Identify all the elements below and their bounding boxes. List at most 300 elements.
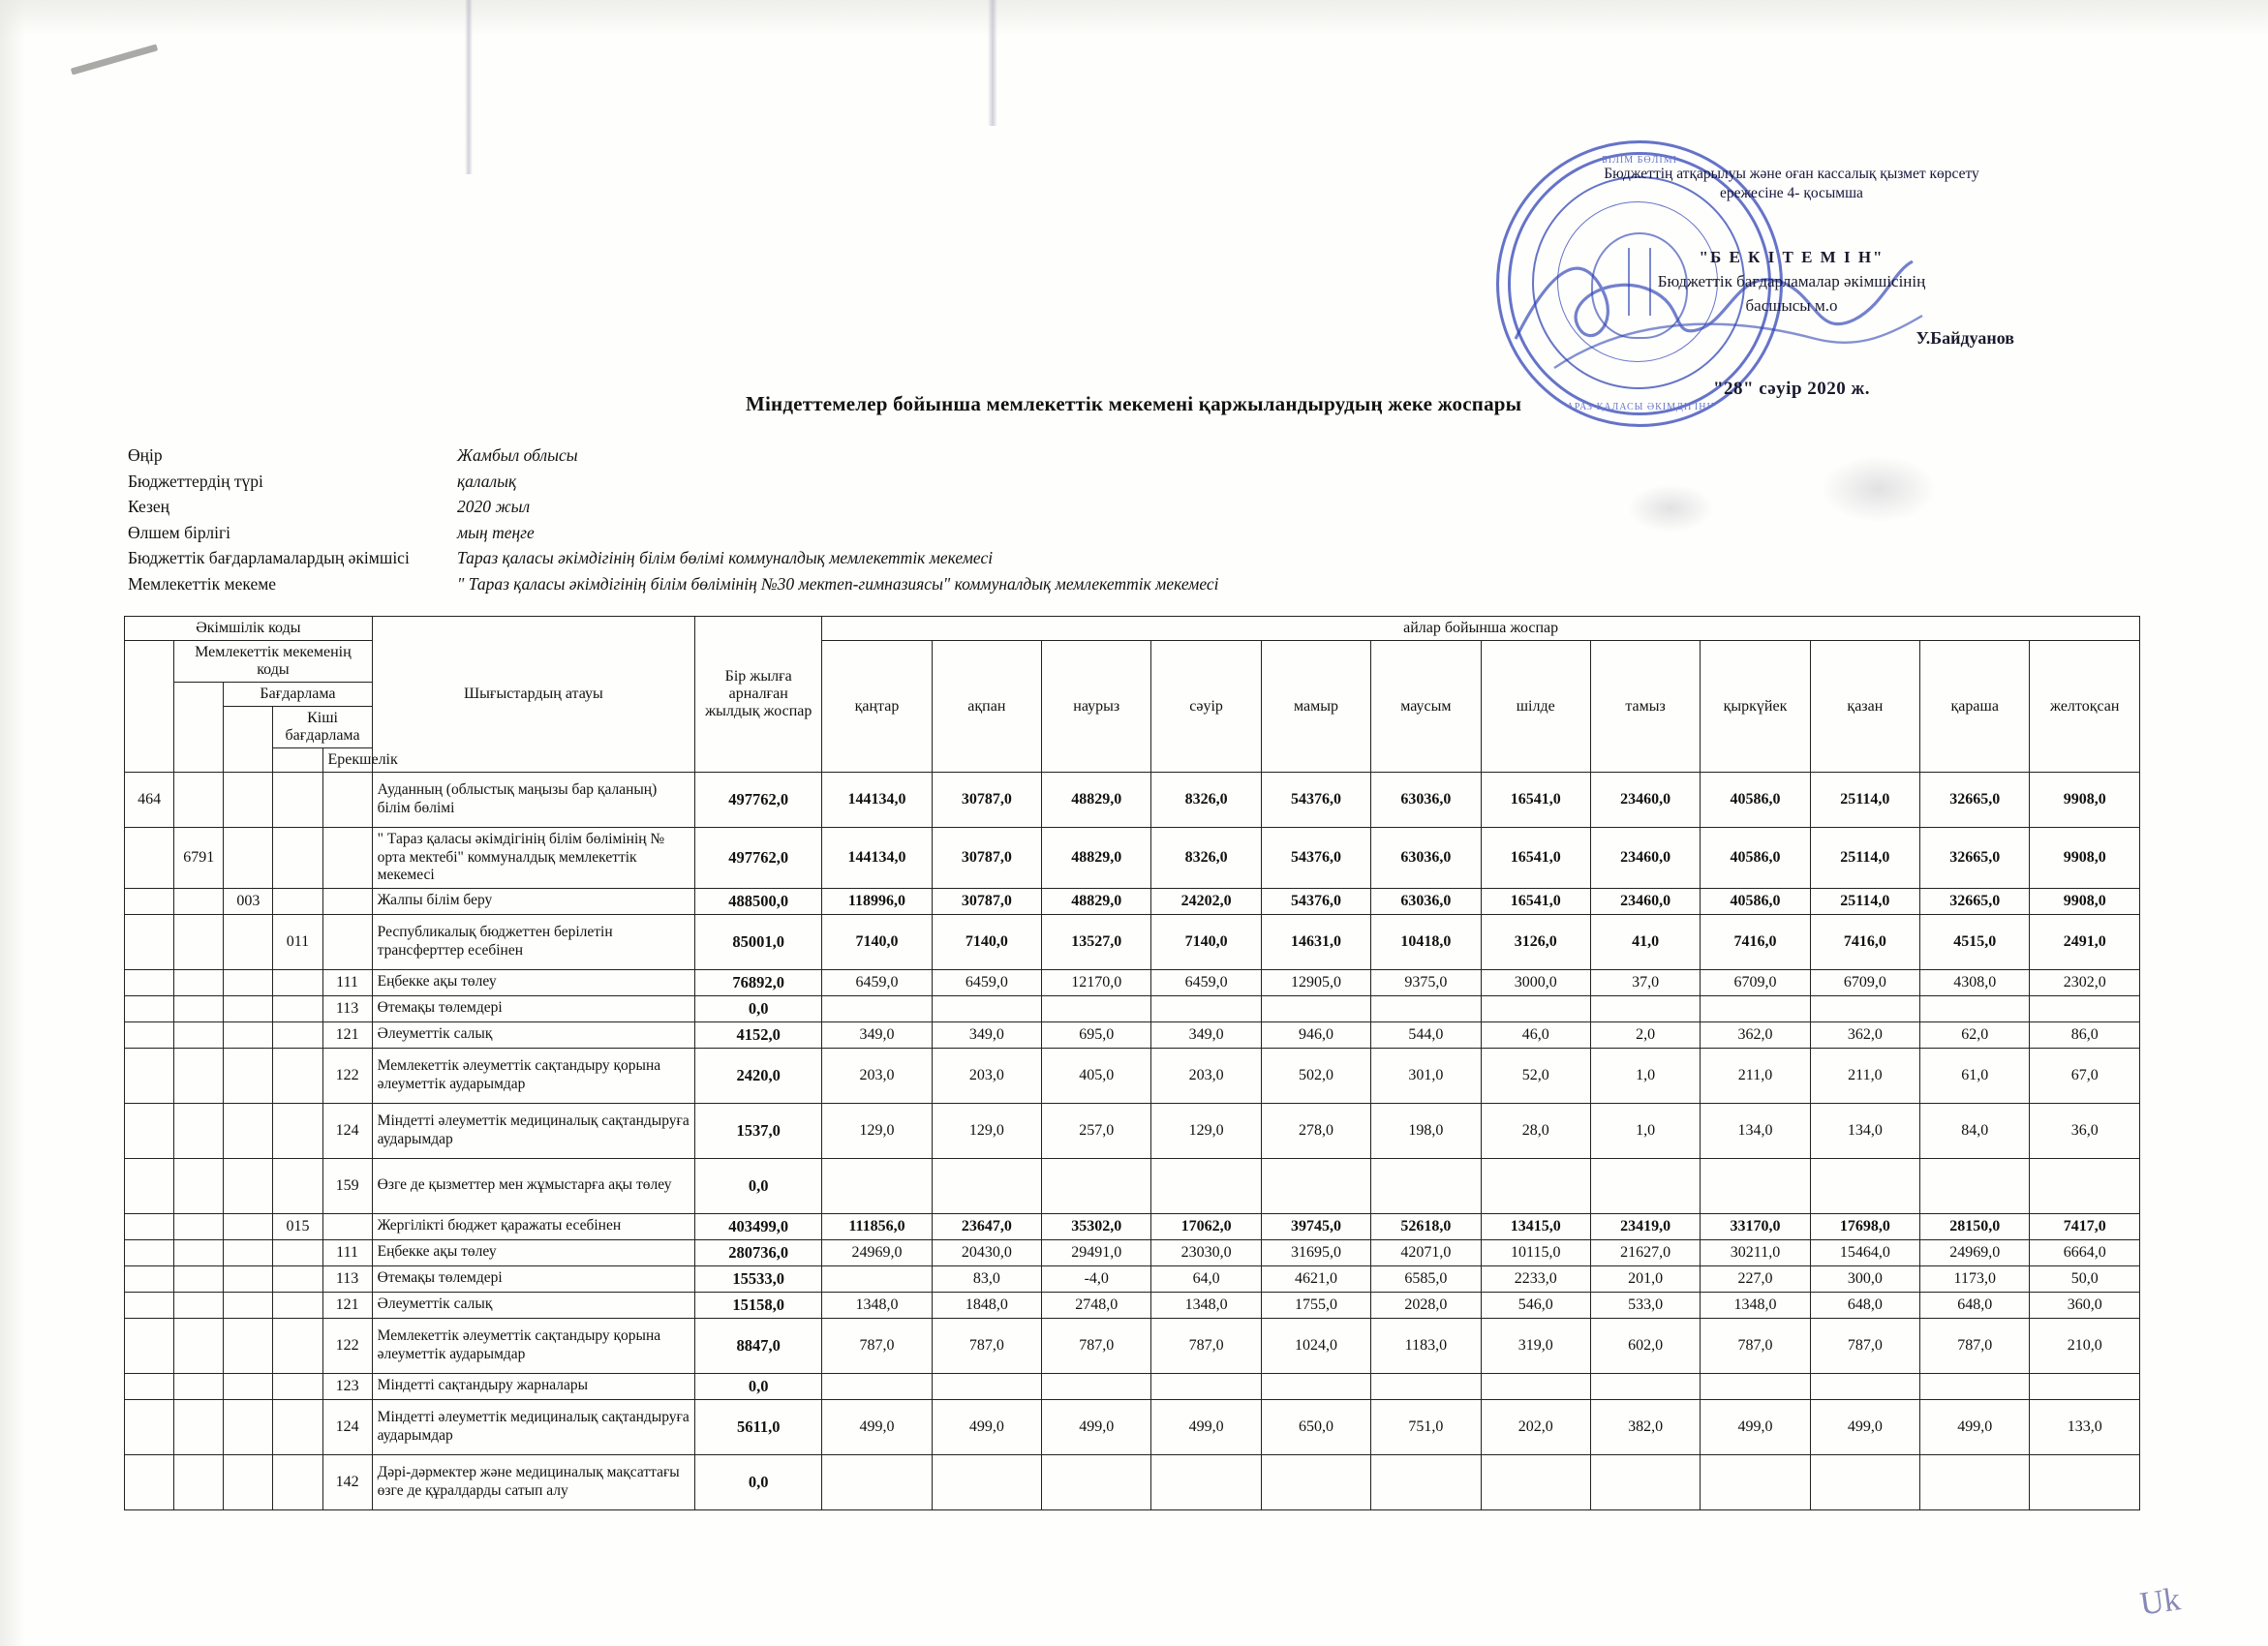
header-month-10: қазан bbox=[1810, 641, 1919, 773]
cell-code-5: 111 bbox=[322, 969, 372, 995]
cell-code-4 bbox=[273, 828, 322, 889]
cell-code-5: 124 bbox=[322, 1399, 372, 1454]
cell-month-11: 62,0 bbox=[1920, 1021, 2030, 1048]
header-month-9: қыркүйек bbox=[1701, 641, 1810, 773]
cell-annual-plan: 76892,0 bbox=[695, 969, 822, 995]
cell-month-5: 54376,0 bbox=[1261, 828, 1370, 889]
cell-month-2 bbox=[932, 1158, 1041, 1213]
cell-expense-name: " Тараз қаласы әкімдігінің білім бөлімінің № орта мектебі" коммуналдық мемлекеттік мекемесі bbox=[372, 828, 694, 889]
cell-code-1 bbox=[125, 1265, 174, 1292]
cell-month-9: 40586,0 bbox=[1701, 828, 1810, 889]
cell-code-1 bbox=[125, 1213, 174, 1239]
cell-month-5: 1024,0 bbox=[1261, 1318, 1370, 1373]
cell-month-6: 10418,0 bbox=[1371, 914, 1481, 969]
cell-month-9: 40586,0 bbox=[1701, 888, 1810, 914]
header-col-subprogram bbox=[273, 748, 322, 773]
meta-label-unit: Өлшем бірлігі bbox=[128, 522, 230, 542]
cell-month-12: 36,0 bbox=[2030, 1103, 2140, 1158]
cell-code-2 bbox=[174, 1158, 224, 1213]
header-month-8: тамыз bbox=[1590, 641, 1700, 773]
cell-annual-plan: 497762,0 bbox=[695, 773, 822, 828]
cell-month-5 bbox=[1261, 995, 1370, 1021]
cell-month-9: 362,0 bbox=[1701, 1021, 1810, 1048]
cell-month-6: 9375,0 bbox=[1371, 969, 1481, 995]
cell-code-1 bbox=[125, 1048, 174, 1103]
cell-month-5: 31695,0 bbox=[1261, 1239, 1370, 1265]
cell-month-10: 787,0 bbox=[1810, 1318, 1919, 1373]
cell-month-2: 23647,0 bbox=[932, 1213, 1041, 1239]
cell-code-1 bbox=[125, 914, 174, 969]
cell-month-3: 12170,0 bbox=[1042, 969, 1151, 995]
cell-month-5: 502,0 bbox=[1261, 1048, 1370, 1103]
cell-code-5 bbox=[322, 773, 372, 828]
table-row bbox=[125, 914, 2140, 969]
cell-month-2: 499,0 bbox=[932, 1399, 1041, 1454]
cell-code-1 bbox=[125, 1399, 174, 1454]
cell-code-5 bbox=[322, 1213, 372, 1239]
cell-code-1 bbox=[125, 888, 174, 914]
handwritten-pen-mark: Uk bbox=[2137, 1581, 2184, 1623]
cell-month-3 bbox=[1042, 1373, 1151, 1399]
cell-month-11: 787,0 bbox=[1920, 1318, 2030, 1373]
meta-value-region: Жамбыл облысы bbox=[457, 445, 578, 465]
meta-row-unit bbox=[128, 522, 1580, 542]
cell-code-2: 6791 bbox=[174, 828, 224, 889]
cell-month-11 bbox=[1920, 995, 2030, 1021]
cell-month-2: 1848,0 bbox=[932, 1292, 1041, 1318]
cell-month-10 bbox=[1810, 1454, 1919, 1509]
cell-month-4: 349,0 bbox=[1151, 1021, 1261, 1048]
stamp-text-top: БІЛІМ БӨЛІМІ bbox=[1602, 155, 1677, 166]
cell-code-4 bbox=[273, 1454, 322, 1509]
header-subprogram: Кіші бағдарлама bbox=[273, 707, 372, 748]
cell-code-2 bbox=[174, 969, 224, 995]
cell-month-9: 134,0 bbox=[1701, 1103, 1810, 1158]
header-month-5: мамыр bbox=[1261, 641, 1370, 773]
cell-month-5: 39745,0 bbox=[1261, 1213, 1370, 1239]
page-title: Міндеттемелер бойынша мемлекеттік мекемені қаржыландырудың жеке жоспары bbox=[746, 392, 1522, 415]
header-institution-code: Мемлекеттік мекеменің коды bbox=[174, 641, 373, 683]
table-row bbox=[125, 828, 2140, 889]
regulation-note-line-1: Бюджеттің атқарылуы және оған кассалық қызмет көрсету bbox=[1604, 166, 1979, 182]
cell-code-2 bbox=[174, 1292, 224, 1318]
cell-expense-name: Міндетті сақтандыру жарналары bbox=[372, 1373, 694, 1399]
header-month-4: сәуір bbox=[1151, 641, 1261, 773]
cell-month-11: 84,0 bbox=[1920, 1103, 2030, 1158]
header-month-1: қаңтар bbox=[822, 641, 932, 773]
cell-month-1: 129,0 bbox=[822, 1103, 932, 1158]
cell-month-6: 63036,0 bbox=[1371, 773, 1481, 828]
cell-month-9: 30211,0 bbox=[1701, 1239, 1810, 1265]
cell-month-2: 129,0 bbox=[932, 1103, 1041, 1158]
table-row bbox=[125, 1265, 2140, 1292]
header-expense-name: Шығыстардың атауы bbox=[372, 617, 694, 773]
cell-code-4 bbox=[273, 995, 322, 1021]
cell-month-8: 382,0 bbox=[1590, 1399, 1700, 1454]
cell-month-4: 24202,0 bbox=[1151, 888, 1261, 914]
cell-month-5: 650,0 bbox=[1261, 1399, 1370, 1454]
cell-code-2 bbox=[174, 914, 224, 969]
meta-value-institution: " Тараз қаласы әкімдігінің білім бөлімінің №30 мектеп-гимназиясы" коммуналдық мемлекеттік мекемесі bbox=[457, 573, 1219, 594]
cell-code-5: 122 bbox=[322, 1318, 372, 1373]
cell-month-9 bbox=[1701, 995, 1810, 1021]
cell-annual-plan: 8847,0 bbox=[695, 1318, 822, 1373]
cell-month-7: 3000,0 bbox=[1481, 969, 1590, 995]
cell-month-3: 29491,0 bbox=[1042, 1239, 1151, 1265]
cell-month-6: 42071,0 bbox=[1371, 1239, 1481, 1265]
cell-code-2 bbox=[174, 1048, 224, 1103]
cell-month-7 bbox=[1481, 1158, 1590, 1213]
cell-code-2 bbox=[174, 1454, 224, 1509]
cell-code-1 bbox=[125, 1318, 174, 1373]
cell-month-8: 21627,0 bbox=[1590, 1239, 1700, 1265]
cell-month-8: 23460,0 bbox=[1590, 828, 1700, 889]
cell-month-2 bbox=[932, 995, 1041, 1021]
cell-annual-plan: 15533,0 bbox=[695, 1265, 822, 1292]
cell-month-1: 6459,0 bbox=[822, 969, 932, 995]
cell-month-12: 7417,0 bbox=[2030, 1213, 2140, 1239]
cell-month-5: 278,0 bbox=[1261, 1103, 1370, 1158]
cell-month-10 bbox=[1810, 1158, 1919, 1213]
cell-code-1 bbox=[125, 1103, 174, 1158]
cell-code-4 bbox=[273, 1239, 322, 1265]
cell-month-11 bbox=[1920, 1373, 2030, 1399]
cell-annual-plan: 0,0 bbox=[695, 1373, 822, 1399]
table-row bbox=[125, 1158, 2140, 1213]
cell-month-4: 129,0 bbox=[1151, 1103, 1261, 1158]
cell-code-5: 121 bbox=[322, 1292, 372, 1318]
cell-month-7 bbox=[1481, 1373, 1590, 1399]
cell-code-4 bbox=[273, 1048, 322, 1103]
cell-code-2 bbox=[174, 1373, 224, 1399]
table-row bbox=[125, 1292, 2140, 1318]
cell-month-6: 301,0 bbox=[1371, 1048, 1481, 1103]
cell-month-4: 787,0 bbox=[1151, 1318, 1261, 1373]
cell-month-8 bbox=[1590, 1158, 1700, 1213]
table-row bbox=[125, 1239, 2140, 1265]
cell-month-4: 17062,0 bbox=[1151, 1213, 1261, 1239]
cell-month-7: 16541,0 bbox=[1481, 773, 1590, 828]
cell-expense-name: Әлеуметтік салық bbox=[372, 1292, 694, 1318]
cell-month-3: 48829,0 bbox=[1042, 773, 1151, 828]
cell-month-6: 2028,0 bbox=[1371, 1292, 1481, 1318]
cell-month-10: 6709,0 bbox=[1810, 969, 1919, 995]
cell-expense-name: Жалпы білім беру bbox=[372, 888, 694, 914]
cell-code-4: 011 bbox=[273, 914, 322, 969]
header-month-6: маусым bbox=[1371, 641, 1481, 773]
cell-annual-plan: 0,0 bbox=[695, 1454, 822, 1509]
paper-crease bbox=[988, 0, 997, 126]
header-monthly-plan: айлар бойынша жоспар bbox=[822, 617, 2140, 641]
cell-annual-plan: 280736,0 bbox=[695, 1239, 822, 1265]
cell-month-1: 144134,0 bbox=[822, 828, 932, 889]
table-row bbox=[125, 1103, 2140, 1158]
scan-edge-top bbox=[0, 0, 2268, 37]
cell-code-5 bbox=[322, 888, 372, 914]
cell-month-3: 48829,0 bbox=[1042, 828, 1151, 889]
table-row bbox=[125, 1048, 2140, 1103]
cell-month-1 bbox=[822, 995, 932, 1021]
cell-month-2 bbox=[932, 1454, 1041, 1509]
cell-month-10: 134,0 bbox=[1810, 1103, 1919, 1158]
cell-expense-name: Міндетті әлеуметтік медициналық сақтандыруға аударымдар bbox=[372, 1399, 694, 1454]
cell-month-3: 257,0 bbox=[1042, 1103, 1151, 1158]
cell-expense-name: Еңбекке ақы төлеу bbox=[372, 969, 694, 995]
cell-month-8: 37,0 bbox=[1590, 969, 1700, 995]
cell-month-9: 40586,0 bbox=[1701, 773, 1810, 828]
cell-month-10: 17698,0 bbox=[1810, 1213, 1919, 1239]
cell-month-1: 7140,0 bbox=[822, 914, 932, 969]
cell-expense-name: Дәрі-дәрмектер және медициналық мақсаттағы өзге де құралдарды сатып алу bbox=[372, 1454, 694, 1509]
cell-month-9: 499,0 bbox=[1701, 1399, 1810, 1454]
cell-month-2: 20430,0 bbox=[932, 1239, 1041, 1265]
table-row bbox=[125, 969, 2140, 995]
cell-month-4: 203,0 bbox=[1151, 1048, 1261, 1103]
cell-month-4: 8326,0 bbox=[1151, 828, 1261, 889]
cell-month-3: 48829,0 bbox=[1042, 888, 1151, 914]
cell-code-2 bbox=[174, 1213, 224, 1239]
cell-month-10: 25114,0 bbox=[1810, 773, 1919, 828]
finance-plan-table-wrapper bbox=[124, 616, 2140, 1510]
cell-code-3 bbox=[224, 1103, 273, 1158]
cell-code-1 bbox=[125, 969, 174, 995]
header-admin-code: Әкімшілік коды bbox=[125, 617, 373, 641]
cell-month-5: 1755,0 bbox=[1261, 1292, 1370, 1318]
cell-code-1 bbox=[125, 1454, 174, 1509]
cell-month-6: 544,0 bbox=[1371, 1021, 1481, 1048]
cell-month-7: 319,0 bbox=[1481, 1318, 1590, 1373]
cell-month-4 bbox=[1151, 1373, 1261, 1399]
cell-code-4 bbox=[273, 969, 322, 995]
cell-month-2: 787,0 bbox=[932, 1318, 1041, 1373]
cell-month-9 bbox=[1701, 1158, 1810, 1213]
cell-code-4 bbox=[273, 1265, 322, 1292]
approve-word: "Б Е К І Т Е М І Н" bbox=[1699, 248, 1885, 267]
cell-code-2 bbox=[174, 1103, 224, 1158]
cell-code-3 bbox=[224, 1265, 273, 1292]
cell-code-3 bbox=[224, 1239, 273, 1265]
cell-code-1 bbox=[125, 1021, 174, 1048]
cell-month-5: 54376,0 bbox=[1261, 888, 1370, 914]
cell-month-7: 28,0 bbox=[1481, 1103, 1590, 1158]
cell-month-4: 7140,0 bbox=[1151, 914, 1261, 969]
cell-month-9: 787,0 bbox=[1701, 1318, 1810, 1373]
cell-code-4 bbox=[273, 1292, 322, 1318]
cell-expense-name: Өтемақы төлемдері bbox=[372, 1265, 694, 1292]
meta-row-region bbox=[128, 447, 1580, 465]
cell-annual-plan: 1537,0 bbox=[695, 1103, 822, 1158]
cell-code-2 bbox=[174, 888, 224, 914]
meta-row-period bbox=[128, 499, 1580, 516]
cell-month-10: 300,0 bbox=[1810, 1265, 1919, 1292]
cell-month-9: 7416,0 bbox=[1701, 914, 1810, 969]
cell-month-7: 16541,0 bbox=[1481, 828, 1590, 889]
cell-month-7: 2233,0 bbox=[1481, 1265, 1590, 1292]
scan-smudge bbox=[1821, 455, 1937, 523]
cell-month-10: 7416,0 bbox=[1810, 914, 1919, 969]
cell-month-6: 6585,0 bbox=[1371, 1265, 1481, 1292]
cell-expense-name: Еңбекке ақы төлеу bbox=[372, 1239, 694, 1265]
cell-month-4 bbox=[1151, 1158, 1261, 1213]
cell-code-3 bbox=[224, 1158, 273, 1213]
cell-month-6: 198,0 bbox=[1371, 1103, 1481, 1158]
cell-month-8: 533,0 bbox=[1590, 1292, 1700, 1318]
cell-month-8 bbox=[1590, 1373, 1700, 1399]
cell-month-7: 202,0 bbox=[1481, 1399, 1590, 1454]
cell-month-7: 3126,0 bbox=[1481, 914, 1590, 969]
cell-expense-name: Мемлекеттік әлеуметтік сақтандыру қорына әлеуметтік аударымдар bbox=[372, 1318, 694, 1373]
header-month-12: желтоқсан bbox=[2030, 641, 2140, 773]
header-col-program bbox=[224, 707, 273, 773]
cell-month-1 bbox=[822, 1454, 932, 1509]
cell-code-3 bbox=[224, 1399, 273, 1454]
finance-plan-table bbox=[124, 616, 2140, 1510]
cell-month-6 bbox=[1371, 1454, 1481, 1509]
cell-code-5: 122 bbox=[322, 1048, 372, 1103]
approver-name: У.Байдуанов bbox=[1916, 328, 2014, 349]
meta-value-period: 2020 жыл bbox=[457, 497, 531, 516]
cell-month-8: 23460,0 bbox=[1590, 888, 1700, 914]
cell-code-5: 111 bbox=[322, 1239, 372, 1265]
table-row bbox=[125, 1399, 2140, 1454]
cell-code-4 bbox=[273, 1021, 322, 1048]
cell-code-2 bbox=[174, 1239, 224, 1265]
cell-month-3: 13527,0 bbox=[1042, 914, 1151, 969]
cell-month-3: 405,0 bbox=[1042, 1048, 1151, 1103]
cell-month-4: 23030,0 bbox=[1151, 1239, 1261, 1265]
cell-code-4: 015 bbox=[273, 1213, 322, 1239]
cell-annual-plan: 15158,0 bbox=[695, 1292, 822, 1318]
header-month-11: қараша bbox=[1920, 641, 2030, 773]
cell-month-1: 203,0 bbox=[822, 1048, 932, 1103]
cell-code-5: 142 bbox=[322, 1454, 372, 1509]
cell-month-6: 63036,0 bbox=[1371, 888, 1481, 914]
cell-code-3 bbox=[224, 1318, 273, 1373]
cell-code-2 bbox=[174, 773, 224, 828]
cell-month-10: 211,0 bbox=[1810, 1048, 1919, 1103]
meta-label-administrator: Бюджеттік бағдарламалардың әкімшісі bbox=[128, 548, 410, 567]
cell-code-5 bbox=[322, 914, 372, 969]
cell-code-5: 113 bbox=[322, 1265, 372, 1292]
meta-value-budget-type: қалалық bbox=[457, 471, 517, 491]
cell-month-12: 9908,0 bbox=[2030, 773, 2140, 828]
approval-block bbox=[1540, 165, 2043, 403]
cell-month-11: 24969,0 bbox=[1920, 1239, 2030, 1265]
cell-month-1 bbox=[822, 1158, 932, 1213]
cell-code-5: 159 bbox=[322, 1158, 372, 1213]
cell-month-5: 14631,0 bbox=[1261, 914, 1370, 969]
cell-month-11 bbox=[1920, 1158, 2030, 1213]
header-month-7: шілде bbox=[1481, 641, 1590, 773]
cell-month-4 bbox=[1151, 995, 1261, 1021]
cell-code-3 bbox=[224, 995, 273, 1021]
cell-month-11: 4308,0 bbox=[1920, 969, 2030, 995]
staple-mark bbox=[71, 44, 158, 75]
meta-value-unit: мың теңге bbox=[457, 522, 535, 542]
cell-expense-name: Міндетті әлеуметтік медициналық сақтандыруға аударымдар bbox=[372, 1103, 694, 1158]
cell-code-3 bbox=[224, 969, 273, 995]
regulation-note-line-2: ережесіне 4- қосымша bbox=[1720, 185, 1863, 202]
cell-expense-name: Ауданның (облыстық маңызы бар қаланың) білім бөлімі bbox=[372, 773, 694, 828]
header-month-3: наурыз bbox=[1042, 641, 1151, 773]
meta-row-institution bbox=[128, 573, 1580, 594]
cell-month-2: 30787,0 bbox=[932, 888, 1041, 914]
cell-month-10: 25114,0 bbox=[1810, 888, 1919, 914]
cell-month-5 bbox=[1261, 1454, 1370, 1509]
cell-month-9: 211,0 bbox=[1701, 1048, 1810, 1103]
cell-code-4 bbox=[273, 888, 322, 914]
cell-month-11: 28150,0 bbox=[1920, 1213, 2030, 1239]
cell-code-2 bbox=[174, 995, 224, 1021]
cell-annual-plan: 488500,0 bbox=[695, 888, 822, 914]
cell-month-9: 6709,0 bbox=[1701, 969, 1810, 995]
cell-code-3 bbox=[224, 1213, 273, 1239]
cell-month-7: 13415,0 bbox=[1481, 1213, 1590, 1239]
cell-month-10 bbox=[1810, 1373, 1919, 1399]
cell-code-3 bbox=[224, 773, 273, 828]
cell-month-4: 64,0 bbox=[1151, 1265, 1261, 1292]
cell-code-2 bbox=[174, 1021, 224, 1048]
cell-month-11: 32665,0 bbox=[1920, 888, 2030, 914]
cell-month-12 bbox=[2030, 1373, 2140, 1399]
cell-month-7: 16541,0 bbox=[1481, 888, 1590, 914]
table-row bbox=[125, 888, 2140, 914]
cell-month-8: 602,0 bbox=[1590, 1318, 1700, 1373]
cell-month-11 bbox=[1920, 1454, 2030, 1509]
cell-code-1 bbox=[125, 1373, 174, 1399]
paper-crease bbox=[465, 0, 473, 174]
cell-code-5: 113 bbox=[322, 995, 372, 1021]
header-col-admin bbox=[125, 641, 174, 773]
cell-code-3 bbox=[224, 828, 273, 889]
cell-month-3: 499,0 bbox=[1042, 1399, 1151, 1454]
cell-month-5 bbox=[1261, 1373, 1370, 1399]
cell-month-2: 83,0 bbox=[932, 1265, 1041, 1292]
table-row bbox=[125, 1021, 2140, 1048]
approver-role-line-1: Бюджеттік бағдарламалар әкімшісінің bbox=[1657, 271, 1926, 290]
cell-month-2: 30787,0 bbox=[932, 773, 1041, 828]
cell-month-11: 499,0 bbox=[1920, 1399, 2030, 1454]
header-program: Бағдарлама bbox=[224, 683, 372, 707]
meta-label-period: Кезең bbox=[128, 497, 170, 516]
cell-month-6: 1183,0 bbox=[1371, 1318, 1481, 1373]
cell-month-10: 15464,0 bbox=[1810, 1239, 1919, 1265]
cell-month-5: 4621,0 bbox=[1261, 1265, 1370, 1292]
cell-month-7: 546,0 bbox=[1481, 1292, 1590, 1318]
document-meta bbox=[128, 447, 1580, 601]
cell-month-4: 499,0 bbox=[1151, 1399, 1261, 1454]
cell-month-12: 133,0 bbox=[2030, 1399, 2140, 1454]
cell-month-7 bbox=[1481, 1454, 1590, 1509]
cell-month-6 bbox=[1371, 1373, 1481, 1399]
cell-month-5 bbox=[1261, 1158, 1370, 1213]
scan-edge-left bbox=[0, 0, 25, 1646]
cell-month-8: 23419,0 bbox=[1590, 1213, 1700, 1239]
cell-month-10 bbox=[1810, 995, 1919, 1021]
cell-month-4: 8326,0 bbox=[1151, 773, 1261, 828]
cell-month-9: 227,0 bbox=[1701, 1265, 1810, 1292]
table-row bbox=[125, 1373, 2140, 1399]
cell-code-5 bbox=[322, 828, 372, 889]
cell-month-12: 6664,0 bbox=[2030, 1239, 2140, 1265]
cell-month-4: 1348,0 bbox=[1151, 1292, 1261, 1318]
cell-code-4 bbox=[273, 1158, 322, 1213]
cell-month-5: 946,0 bbox=[1261, 1021, 1370, 1048]
cell-month-12 bbox=[2030, 1158, 2140, 1213]
header-annual-plan: Бір жылға арналған жылдық жоспар bbox=[695, 617, 822, 773]
cell-month-2 bbox=[932, 1373, 1041, 1399]
cell-month-6: 52618,0 bbox=[1371, 1213, 1481, 1239]
